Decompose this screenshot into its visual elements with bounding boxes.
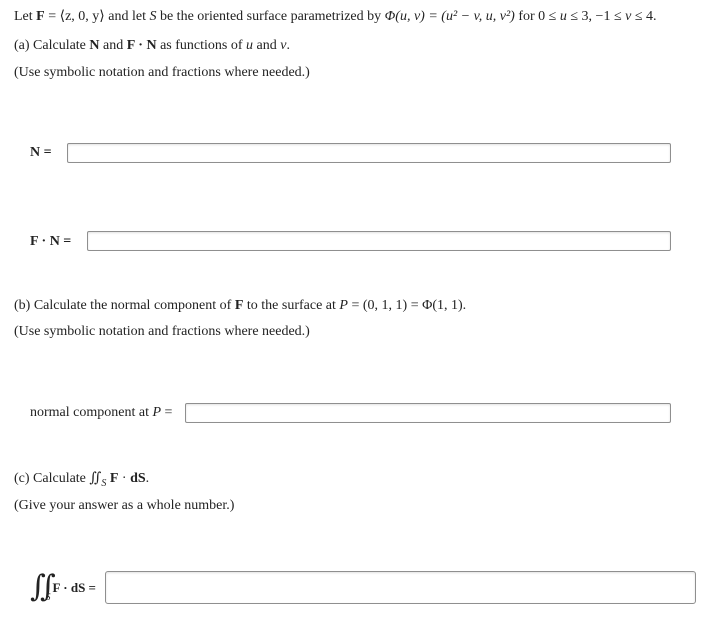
- vector-field-symbol: F: [36, 9, 45, 24]
- part-b-note: (Use symbolic notation and fractions where needed.): [14, 324, 310, 339]
- integral-subscript: S: [101, 478, 107, 489]
- text: and: [99, 38, 127, 53]
- double-integral-symbol: ∬: [30, 570, 44, 603]
- part-a-prompt: [14, 37, 290, 55]
- normal-component-answer-input[interactable]: [185, 403, 671, 423]
- double-integral-symbol: ∬: [89, 471, 102, 486]
- integrand-expression: F · dS =: [52, 580, 96, 595]
- text: as functions of: [156, 38, 246, 53]
- part-a-note: (Use symbolic notation and fractions where needed.): [14, 65, 310, 80]
- text: (a) Calculate: [14, 38, 90, 53]
- surface-symbol: S: [149, 9, 157, 24]
- text: =: [161, 405, 173, 420]
- surface-element-symbol: dS: [130, 471, 146, 486]
- text: = ⟨z, 0, y⟩ and let: [44, 9, 150, 24]
- text: ·: [118, 471, 131, 486]
- n-label: N =: [30, 145, 52, 160]
- integral-subscript: S: [45, 592, 51, 603]
- text: ≤ 3, −1 ≤: [566, 9, 626, 24]
- v-symbol: v: [280, 38, 287, 53]
- part-b-prompt: [14, 297, 466, 315]
- text: normal component at: [30, 405, 153, 420]
- text: and: [253, 38, 281, 53]
- u-symbol: u: [246, 38, 253, 53]
- normal-symbol: N: [89, 38, 100, 53]
- text: Let: [14, 9, 37, 24]
- text: .: [145, 471, 150, 486]
- flux-integral-answer-input[interactable]: [105, 571, 696, 604]
- text: ≤ 4.: [631, 9, 657, 24]
- point-symbol: P: [339, 298, 348, 313]
- text: (b) Calculate the normal component of: [14, 298, 235, 313]
- point-symbol: P: [152, 405, 162, 420]
- parametrization: Φ(u, v) = (u² − v, u, v²): [384, 9, 515, 24]
- vector-field-symbol: F: [109, 471, 119, 486]
- problem-statement: [14, 8, 657, 26]
- text: be the oriented surface parametrized by: [156, 9, 385, 24]
- dot-product-symbol: F · N: [126, 38, 157, 53]
- n-answer-input[interactable]: [67, 143, 671, 163]
- part-c-note: (Give your answer as a whole number.): [14, 498, 235, 513]
- v-symbol: v: [625, 9, 632, 24]
- part-c-prompt: [14, 470, 149, 489]
- text: for 0 ≤: [514, 9, 560, 24]
- text: = (0, 1, 1) = Φ(1, 1).: [347, 298, 467, 313]
- text: to the surface at: [243, 298, 340, 313]
- f-dot-n-label: F · N =: [30, 234, 72, 249]
- u-symbol: u: [559, 9, 567, 24]
- text: .: [286, 38, 290, 53]
- f-dot-n-answer-input[interactable]: [87, 231, 671, 251]
- flux-integral-label: [30, 570, 96, 603]
- normal-component-label: [30, 404, 172, 422]
- vector-field-symbol: F: [234, 298, 244, 313]
- text: (c) Calculate: [14, 471, 90, 486]
